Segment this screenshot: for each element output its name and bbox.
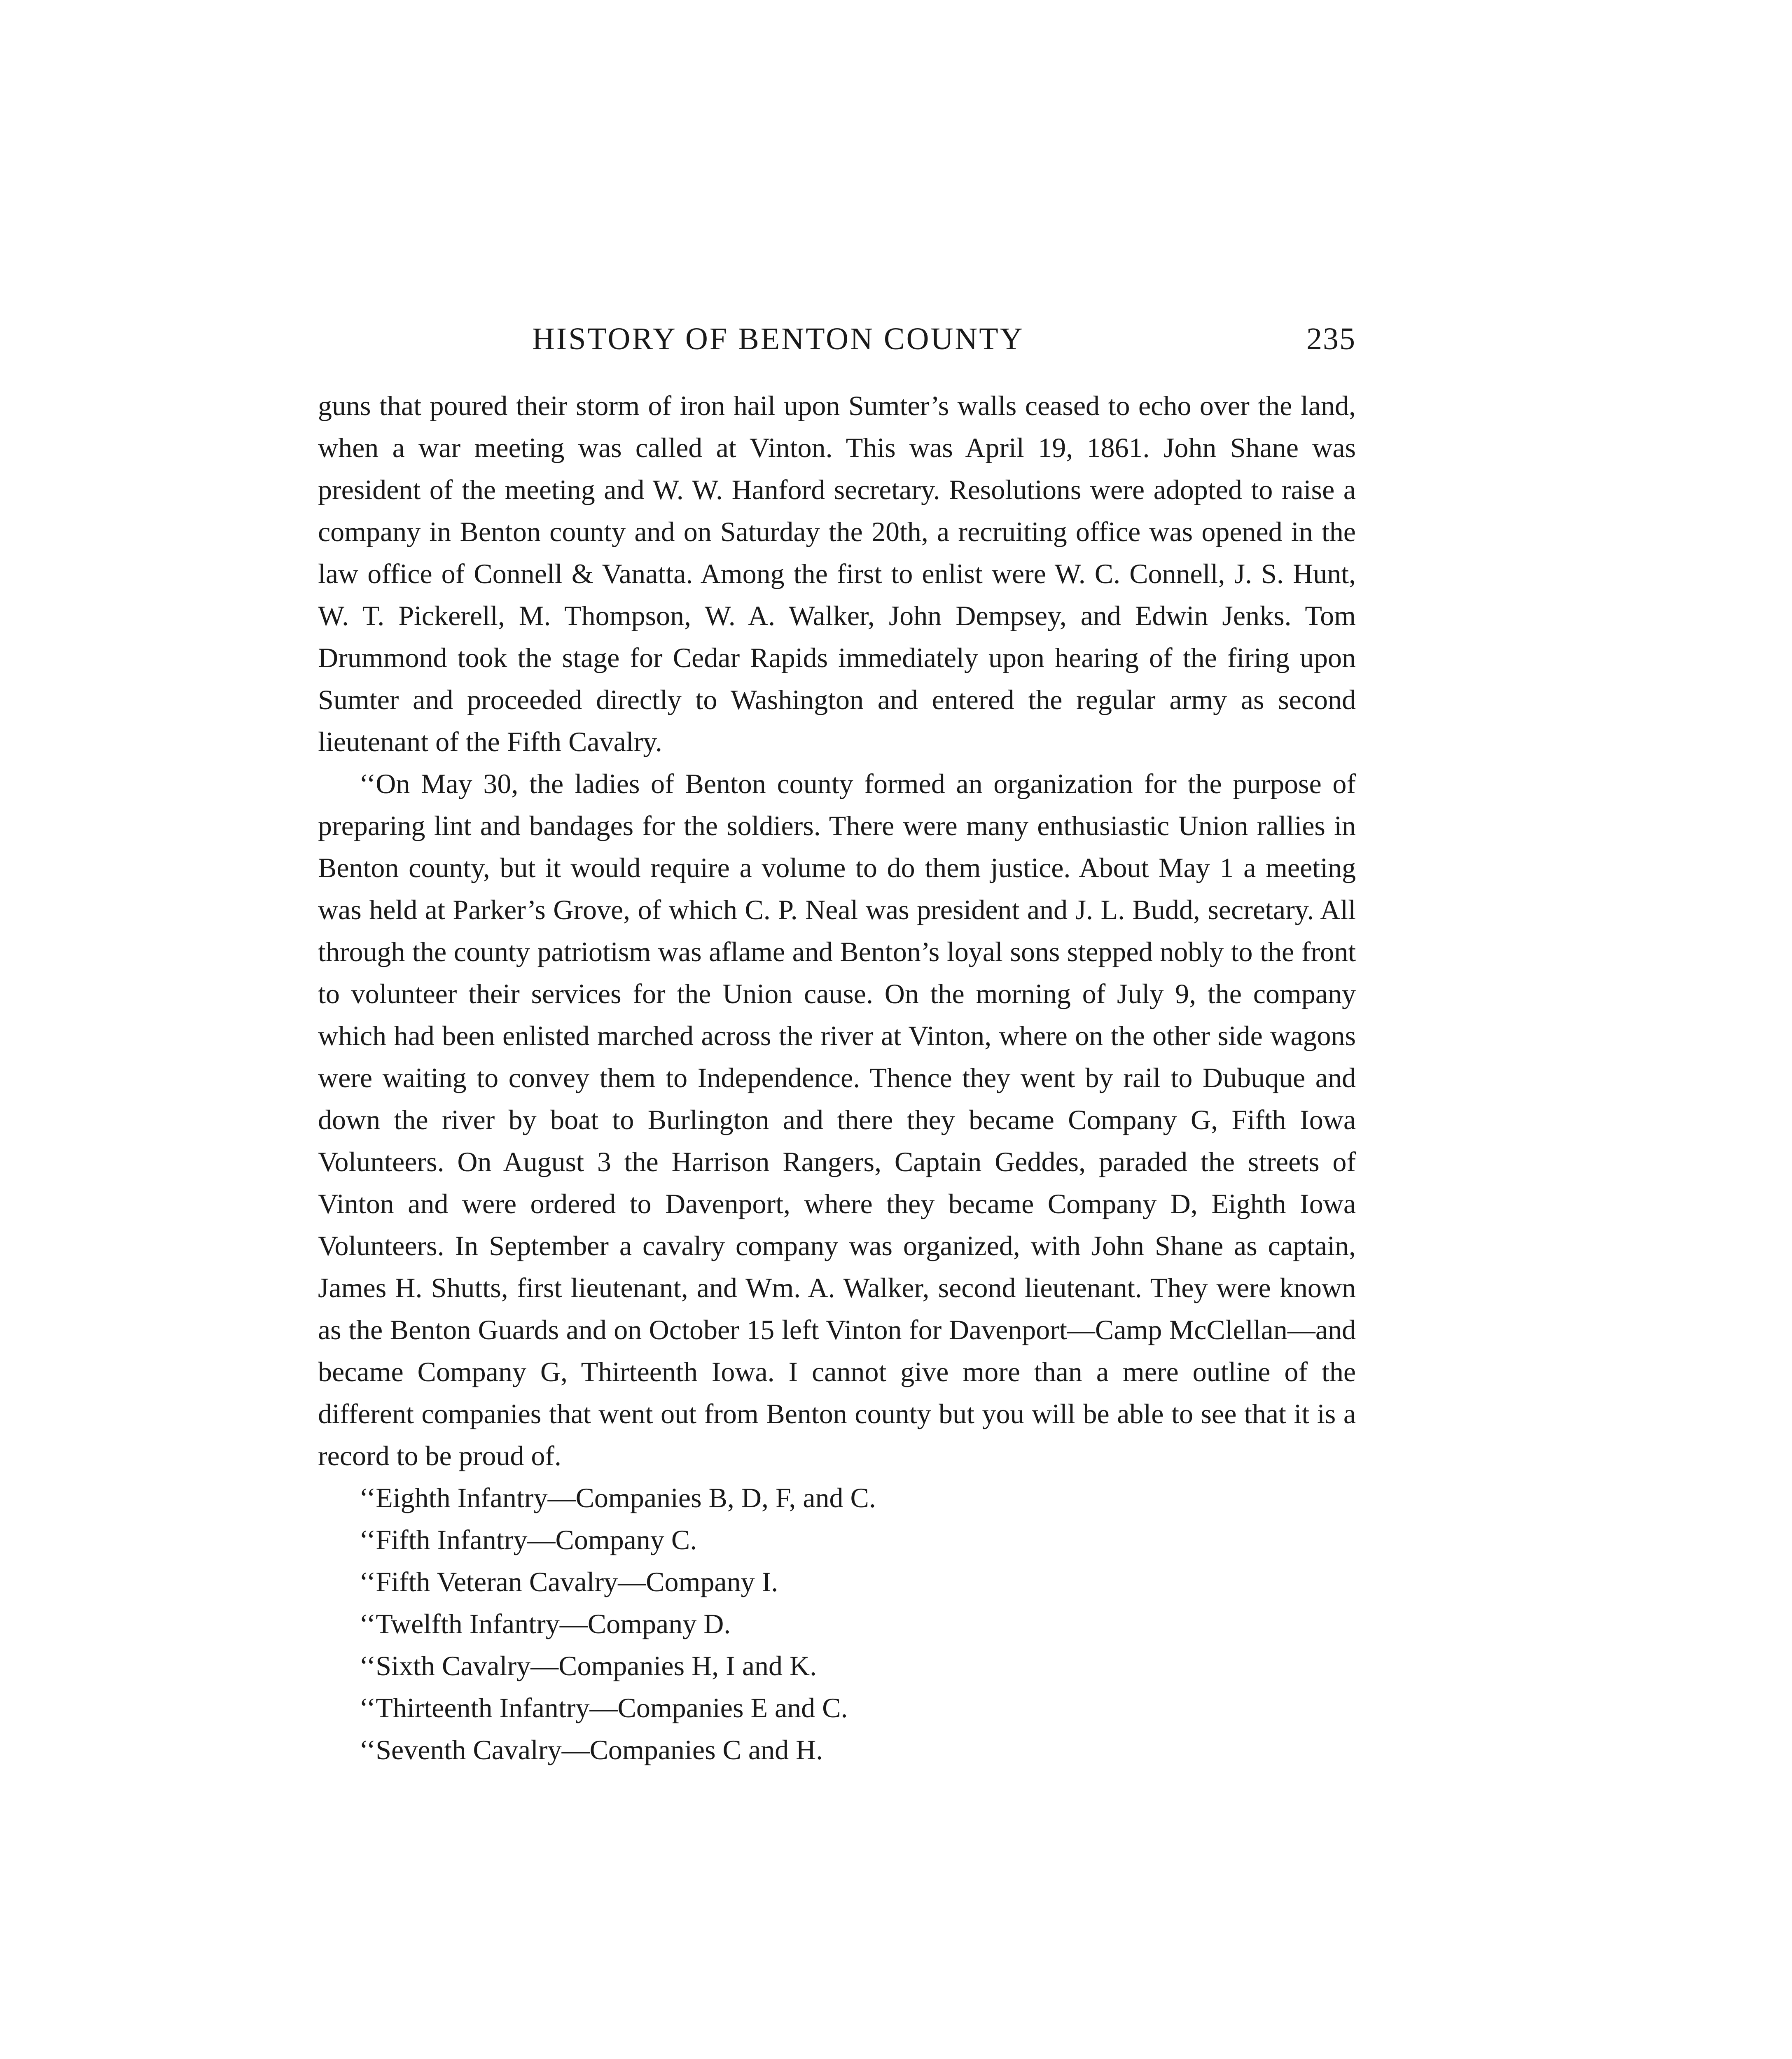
page-number: 235	[1306, 322, 1356, 356]
list-item: ‘‘Thirteenth Infantry—Companies E and C.	[359, 1692, 848, 1723]
book-page	[318, 321, 1356, 1771]
list-item: ‘‘Twelfth Infantry—Company D.	[359, 1608, 731, 1639]
company-list	[318, 1477, 1356, 1771]
list-item: ‘‘Seventh Cavalry—Companies C and H.	[359, 1734, 823, 1765]
list-item: ‘‘Fifth Infantry—Company C.	[359, 1524, 697, 1555]
paragraph: ‘‘On May 30, the ladies of Benton county formed an organization for the purpose of preparing lint and bandages for the soldiers. There were many enthusiastic Union rallies in Benton county, but it would require a volume to do them justice. About May 1 a meeting was held at Parker’s Grove, of which C. P. Neal was president and J. L. Budd, secretary. All through the county patriotism was aflame and Benton’s loyal sons stepped nobly to the front to volunteer their services for the Union cause. On the morning of July 9, the company which had been enlisted marched across the river at Vinton, where on the other side wagons were waiting to convey them to Independence. Thence they went by rail to Dubuque and down the river by boat to Burlington and there they became Company G, Fifth Iowa Volunteers. On August 3 the Harrison Rangers, Captain Geddes, paraded the streets of Vinton and were ordered to Davenport, where they became Company D, Eighth Iowa Volunteers. In September a cavalry company was organized, with John Shane as captain, James H. Shutts, first lieutenant, and Wm. A. Walker, second lieutenant. They were known as the Benton Guards and on October 15 left Vinton for Davenport—Camp McClellan—and became Company G, Thirteenth Iowa. I cannot give more than a mere outline of the different companies that went out from Benton county but you will be able to see that it is a record to be proud of.	[318, 768, 1356, 1471]
list-item: ‘‘Fifth Veteran Cavalry—Company I.	[359, 1566, 778, 1597]
list-item: ‘‘Sixth Cavalry—Companies H, I and K.	[359, 1650, 817, 1681]
running-head	[318, 321, 1356, 367]
running-title: HISTORY OF BENTON COUNTY	[532, 322, 1024, 356]
list-item: ‘‘Eighth Infantry—Companies B, D, F, and C.	[359, 1482, 876, 1513]
paragraph: guns that poured their storm of iron hail upon Sumter’s walls ceased to echo over the land, when a war meeting was called at Vinton. This was April 19, 1861. John Shane was president of the meeting and W. W. Hanford secretary. Resolutions were adopted to raise a company in Benton county and on Saturday the 20th, a recruiting office was opened in the law office of Connell & Vanatta. Among the first to enlist were W. C. Connell, J. S. Hunt, W. T. Pickerell, M. Thompson, W. A. Walker, John Dempsey, and Edwin Jenks. Tom Drummond took the stage for Cedar Rapids immediately upon hearing of the firing upon Sumter and proceeded directly to Washington and entered the regular army as second lieutenant of the Fifth Cavalry.	[318, 390, 1356, 757]
body-text	[318, 385, 1356, 1771]
